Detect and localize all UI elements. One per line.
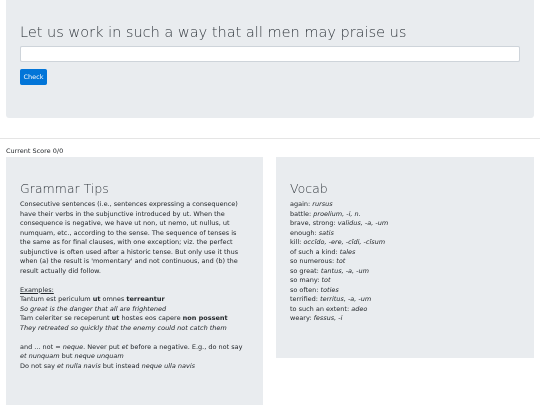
example-1-latin: Tantum est periculum ut omnes terreantur — [20, 295, 165, 303]
answer-input[interactable] — [20, 46, 520, 62]
vocab-card — [276, 157, 534, 358]
vocab-item: kill: occīdo, -ere, -cīdi, -cīsum — [290, 238, 386, 246]
note-nulla-navis: Do not say et nulla navis but instead neque ulla navis — [20, 361, 196, 370]
vocab-item: battle: proelium, -i, n. — [290, 209, 361, 218]
example-1-translation: So great is the danger that all are frightened — [20, 304, 167, 313]
divider — [0, 138, 540, 139]
exercise-panel — [6, 0, 534, 118]
vocab-item: weary: fessus, -i — [290, 314, 343, 322]
examples-heading: Examples: — [20, 285, 54, 294]
vocab-item: so many: tot — [290, 276, 331, 284]
vocab-item: again: rursus — [290, 200, 333, 208]
negative-notes — [20, 343, 249, 372]
vocab-item: so numerous: tot — [290, 257, 346, 265]
vocab-item: terrified: territus, -a, -um — [290, 295, 372, 303]
grammar-tips-body — [20, 200, 249, 371]
vocab-item: enough: satis — [290, 228, 334, 237]
note-and-not: and ... not = neque. Never put et before a negative. E.g., do not say et nunquam but neque unquam — [20, 342, 243, 360]
example-2-latin: Tam celeriter se receperunt ut hostes eos capere non possent — [20, 314, 228, 322]
vocab-item: to such an extent: adeo — [290, 304, 368, 313]
vocab-item: of such a kind: tales — [290, 247, 356, 256]
grammar-intro: Consecutive sentences (i.e., sentences expressing a consequence) have their verbs in the subjunctive introduced by ut. When the consequence is negative, we have ut non, ut nemo, ut nullus, ut numquam, etc., according to the sense. The sequence of tenses is the same as for final clauses, with one exception; viz. the perfect subjunctive is often used after a historic tense. But only use it thus when (a) the result is 'momentary' and not continuous, and (b) the result actually did follow. — [20, 200, 239, 275]
examples-block — [20, 286, 249, 334]
vocab-title: Vocab — [290, 181, 328, 196]
vocab-list — [290, 200, 520, 324]
vocab-item: brave, strong: validus, -a, -um — [290, 219, 389, 227]
example-2-translation: They retreated so quickly that the enemy could not catch them — [20, 323, 227, 332]
grammar-tips-title: Grammar Tips — [20, 181, 109, 196]
grammar-tips-card — [6, 157, 263, 405]
vocab-item: so great: tantus, -a, -um — [290, 266, 369, 275]
exercise-prompt: Let us work in such a way that all men may praise us — [20, 25, 407, 41]
check-button[interactable]: Check — [20, 69, 47, 85]
current-score: Current Score 0/0 — [6, 147, 64, 155]
vocab-item: so often: toties — [290, 285, 339, 294]
